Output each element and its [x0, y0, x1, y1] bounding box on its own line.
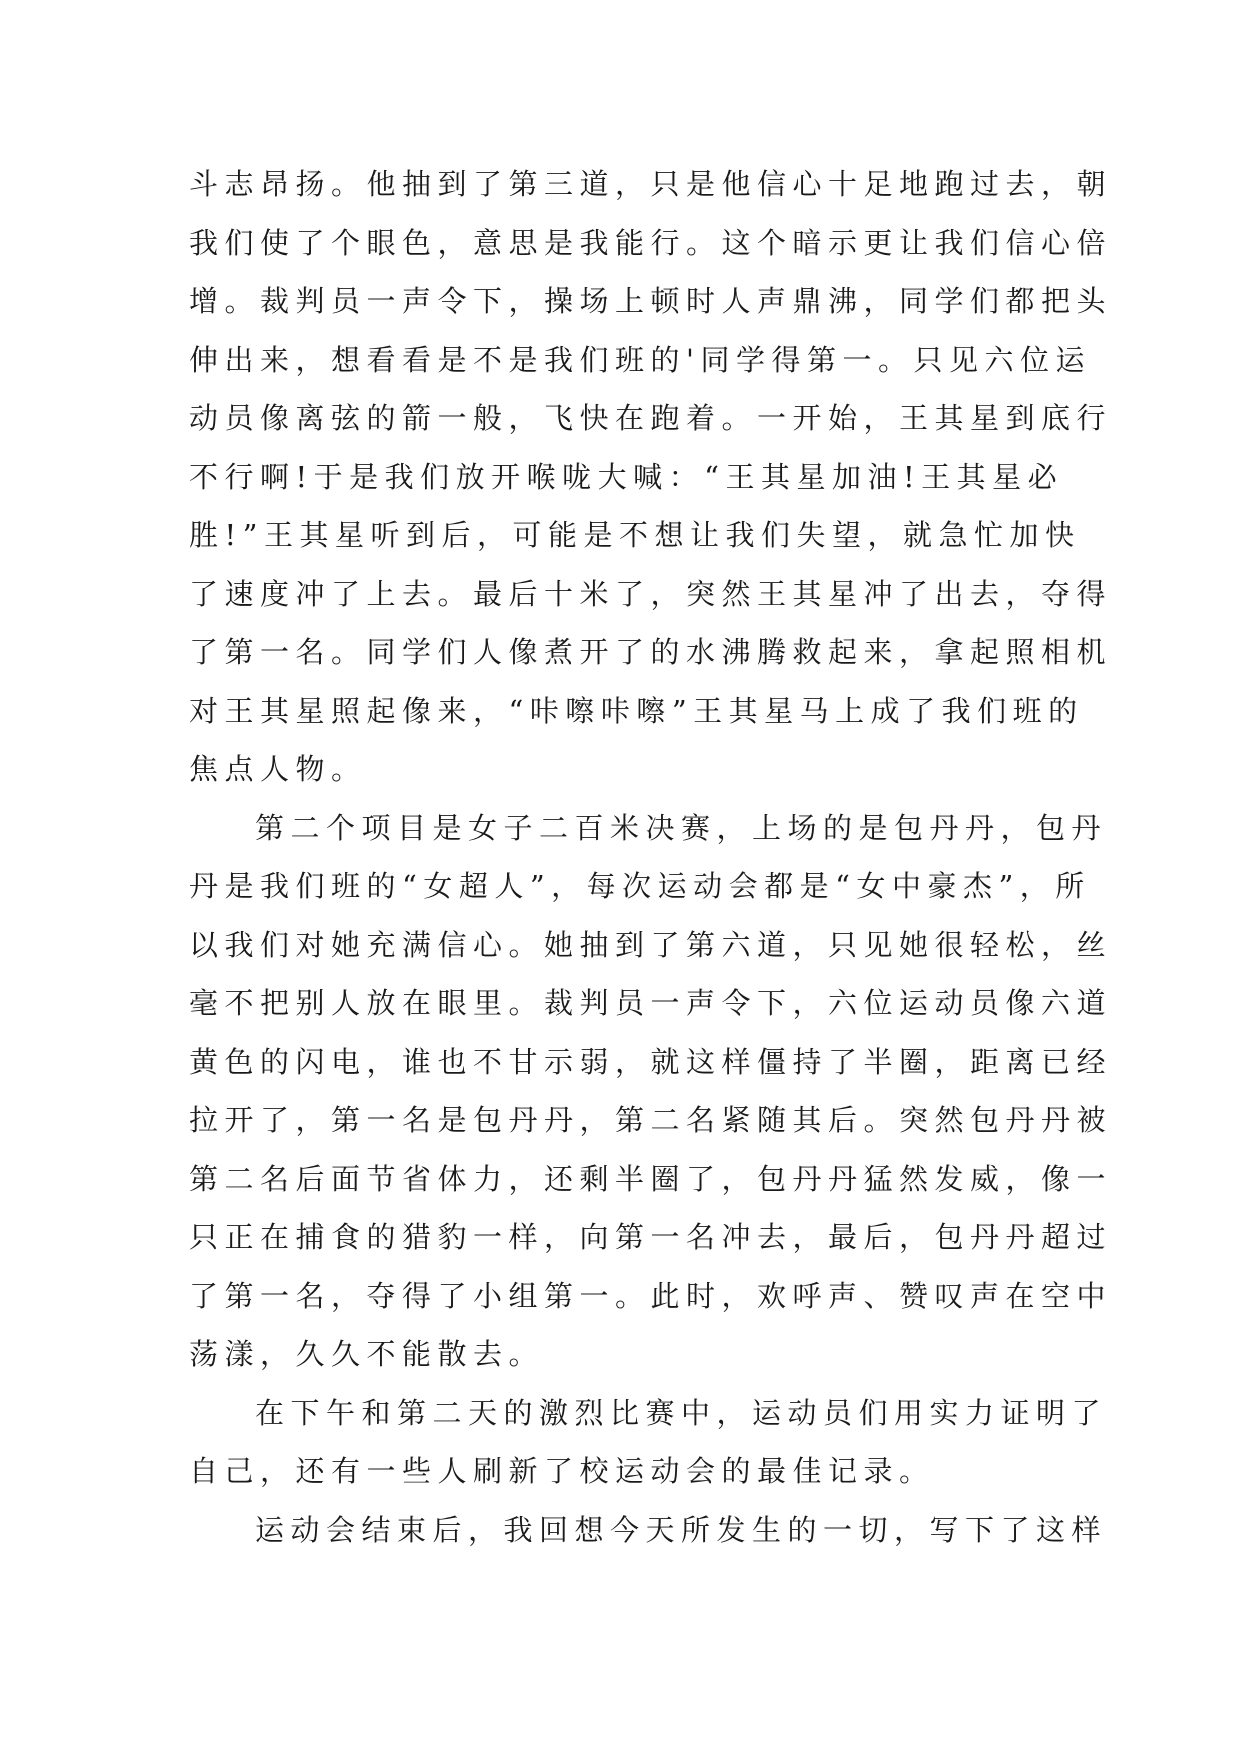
text-line: 只正在捕食的猎豹一样，向第一名冲去，最后，包丹丹超过	[189, 1220, 1113, 1254]
text-line: 拉开了，第一名是包丹丹，第二名紧随其后。突然包丹丹被	[189, 1103, 1113, 1137]
document-body	[189, 155, 1113, 1559]
text-line: 我们使了个眼色，意思是我能行。这个暗示更让我们信心倍	[189, 225, 1113, 260]
text-line: 胜!”王其星听到后，可能是不想让我们失望，就急忙加快	[189, 518, 1081, 552]
text-line: 黄色的闪电，谁也不甘示弱，就这样僵持了半圈，距离已经	[189, 1044, 1113, 1079]
text-line: 丹是我们班的“女超人”，每次运动会都是“女中豪杰”，所	[189, 869, 1091, 903]
text-line: 不行啊!于是我们放开喉咙大喊：“王其星加油!王其星必	[189, 459, 1064, 494]
text-line: 伸出来，想看看是不是我们班的'同学得第一。只见六位运	[189, 342, 1091, 377]
text-line: 了速度冲了上去。最后十米了，突然王其星冲了出去，夺得	[189, 576, 1113, 611]
text-line: 第二名后面节省体力，还剩半圈了，包丹丹猛然发威，像一	[189, 1161, 1113, 1196]
text-line: 在下午和第二天的激烈比赛中，运动员们用实力证明了	[255, 1395, 1108, 1430]
text-line: 毫不把别人放在眼里。裁判员一声令下，六位运动员像六道	[189, 986, 1113, 1020]
text-line: 了第一名。同学们人像煮开了的水沸腾救起来，拿起照相机	[189, 635, 1113, 669]
text-line: 运动会结束后，我回想今天所发生的一切，写下了这样	[255, 1512, 1108, 1547]
text-line: 荡漾，久久不能散去。	[189, 1337, 545, 1371]
text-line: 了第一名，夺得了小组第一。此时，欢呼声、赞叹声在空中	[189, 1278, 1113, 1313]
text-line: 以我们对她充满信心。她抽到了第六道，只见她很轻松，丝	[189, 927, 1113, 962]
text-line: 焦点人物。	[189, 752, 367, 786]
text-line: 对王其星照起像来，“咔嚓咔嚓”王其星马上成了我们班的	[189, 693, 1084, 728]
text-line: 第二个项目是女子二百米决赛，上场的是包丹丹，包丹	[255, 810, 1108, 845]
text-line: 动员像离弦的箭一般，飞快在跑着。一开始，王其星到底行	[189, 401, 1113, 435]
text-line: 自己，还有一些人刷新了校运动会的最佳记录。	[189, 1454, 935, 1488]
text-line: 增。裁判员一声令下，操场上顿时人声鼎沸，同学们都把头	[189, 284, 1113, 318]
text-line: 斗志昂扬。他抽到了第三道，只是他信心十足地跑过去，朝	[189, 167, 1113, 201]
